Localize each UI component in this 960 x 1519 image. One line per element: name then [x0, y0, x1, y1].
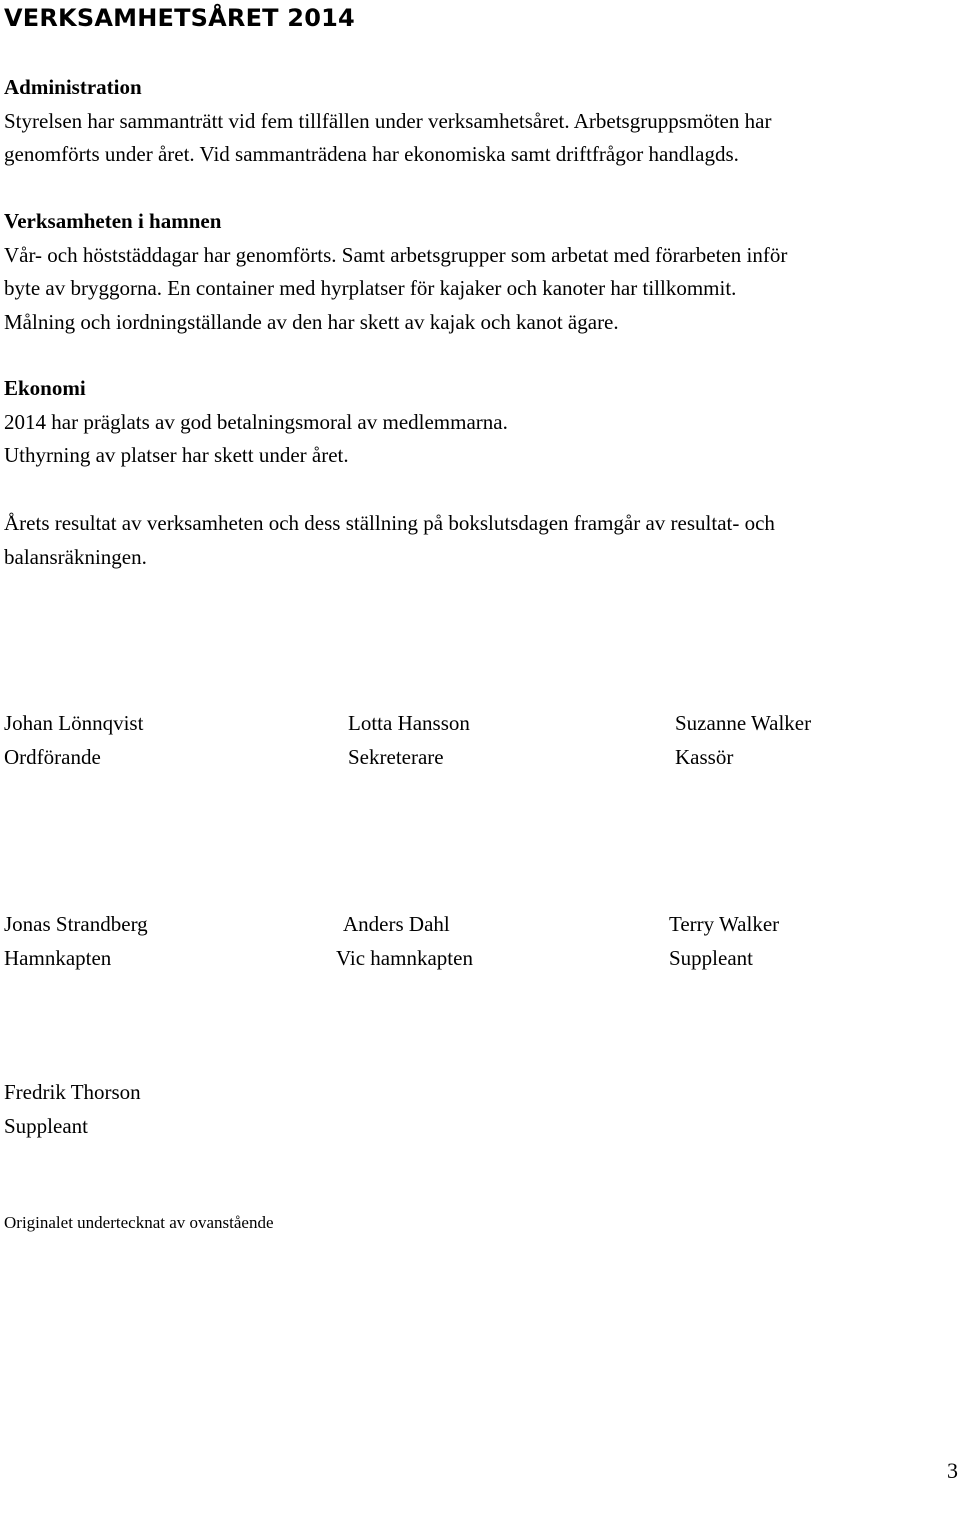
- signature-role: Vic hamnkapten: [336, 945, 473, 970]
- signature-name: Johan Lönnqvist: [4, 711, 144, 735]
- section-heading: Ekonomi: [4, 376, 86, 400]
- paragraph-line: Målning och iordningställande av den har skett av kajak och kanot ägare.: [4, 309, 619, 334]
- paragraph-line: byte av bryggorna. En container med hyrplatser för kajaker och kanoter har tillkommit.: [4, 276, 737, 300]
- page-title: VERKSAMHETSÅRET 2014: [4, 4, 355, 32]
- paragraph-line: 2014 har präglats av god betalningsmoral av medlemmarna.: [4, 409, 508, 434]
- signature-name: Suzanne Walker: [675, 711, 812, 735]
- signature-role: Sekreterare: [348, 744, 444, 769]
- paragraph-line: genomförts under året. Vid sammanträdena har ekonomiska samt driftfrågor handlagds.: [4, 142, 739, 166]
- paragraph-line: Årets resultat av verksamheten och dess ställning på bokslutsdagen framgår av resultat- och: [4, 511, 775, 535]
- section-administration: [4, 71, 956, 172]
- signature-role: Kassör: [675, 744, 734, 769]
- paragraph-line: balansräkningen.: [4, 544, 147, 569]
- signature-name: Terry Walker: [669, 912, 780, 936]
- section-heading: Administration: [4, 75, 142, 99]
- signature-block: [348, 707, 470, 774]
- section-resultat: [4, 507, 956, 574]
- signature-block: [336, 908, 473, 975]
- signature-role: Suppleant: [669, 945, 753, 970]
- signature-block: [4, 1076, 141, 1143]
- section-hamnen: [4, 205, 956, 339]
- signature-block: [675, 707, 811, 774]
- signature-role: Suppleant: [4, 1113, 88, 1138]
- signature-block: [4, 707, 143, 774]
- signature-name: Jonas Strandberg: [4, 912, 148, 936]
- signature-block: [4, 908, 148, 975]
- section-ekonomi: [4, 372, 956, 473]
- section-heading: Verksamheten i hamnen: [4, 209, 222, 233]
- signature-block: [669, 908, 779, 975]
- paragraph-line: Vår- och höststäddagar har genomförts. Samt arbetsgrupper som arbetat med förarbeten inför: [4, 242, 788, 267]
- signature-name: Lotta Hansson: [348, 711, 470, 735]
- signature-name: Anders Dahl: [343, 912, 450, 936]
- signature-role: Hamnkapten: [4, 945, 112, 970]
- page-number: 3: [947, 1458, 958, 1483]
- paragraph-line: Styrelsen har sammanträtt vid fem tillfällen under verksamhetsåret. Arbetsgruppsmöten har: [4, 108, 772, 133]
- signature-role: Ordförande: [4, 744, 101, 769]
- signature-note: Originalet undertecknat av ovanstående: [4, 1213, 274, 1232]
- signature-name: Fredrik Thorson: [4, 1080, 141, 1104]
- paragraph-line: Uthyrning av platser har skett under året.: [4, 443, 349, 467]
